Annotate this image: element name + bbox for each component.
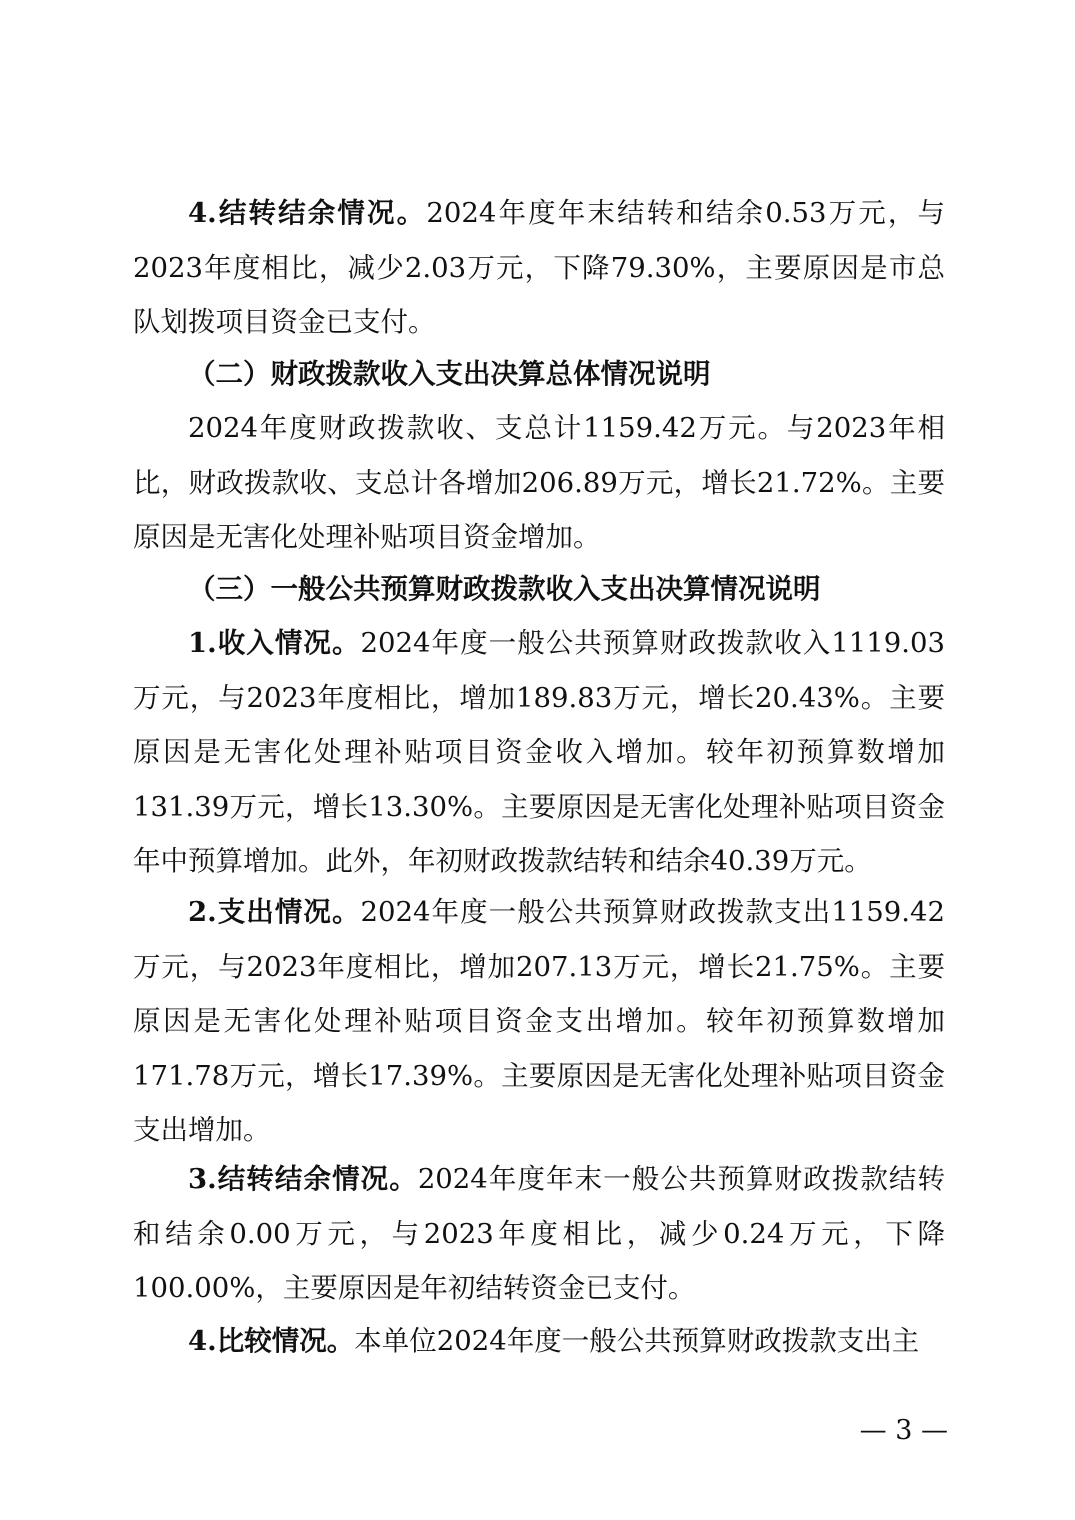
paragraph-text: 2024年度一般公共预算财政拨款收入1119.03万元，与2023年度相比，增加189.83万元，增长20.43%。主要原因是无害化处理补贴项目资金收入增加。较年初预算数增加131.39万元，增长13.30%。主要原因是无害化处理补贴项目资金年中预算增加。此外，年初财政拨款结转和结余40.39万元。 bbox=[133, 627, 945, 877]
paragraph-text: 2024年度财政拨款收、支总计1159.42万元。与2023年相比，财政拨款收、支总计各增加206.89万元，增长21.72%。主要原因是无害化处理补贴项目资金增加。 bbox=[133, 412, 945, 553]
section-heading-2: （二）财政拨款收入支出决算总体情况说明 bbox=[188, 358, 711, 390]
paragraph-lead: 1.收入情况。 bbox=[188, 627, 361, 659]
page-number: — 3 — bbox=[859, 1415, 948, 1446]
paragraph-lead: 4.比较情况。 bbox=[188, 1325, 355, 1357]
paragraph-carryover-balance bbox=[133, 186, 945, 350]
paragraph-lead: 4.结转结余情况。 bbox=[188, 197, 427, 229]
paragraph-text: 2024年度一般公共预算财政拨款支出1159.42万元，与2023年度相比，增加207.13万元，增长21.75%。主要原因是无害化处理补贴项目资金支出增加。较年初预算数增加171.78万元，增长17.39%。主要原因是无害化处理补贴项目资金支出增加。 bbox=[133, 896, 945, 1146]
paragraph-text: 本单位2024年度一般公共预算财政拨款支出主 bbox=[354, 1325, 920, 1357]
paragraph-expenditure bbox=[133, 885, 945, 1158]
paragraph-general-carryover bbox=[133, 1152, 945, 1316]
paragraph-comparison bbox=[133, 1314, 945, 1369]
paragraph-income bbox=[133, 616, 945, 889]
paragraph-lead: 2.支出情况。 bbox=[188, 896, 361, 928]
section-heading-3: （三）一般公共预算财政拨款收入支出决算情况说明 bbox=[188, 573, 821, 605]
paragraph-text: 2024年度年末一般公共预算财政拨款结转和结余0.00万元，与2023年度相比，减少0.24万元，下降100.00%，主要原因是年初结转资金已支付。 bbox=[133, 1163, 945, 1304]
paragraph-text: 2024年度年末结转和结余0.53万元，与2023年度相比，减少2.03万元，下降79.30%，主要原因是市总队划拨项目资金已支付。 bbox=[133, 197, 945, 338]
paragraph-fiscal-total bbox=[133, 401, 945, 565]
paragraph-lead: 3.结转结余情况。 bbox=[188, 1163, 418, 1195]
